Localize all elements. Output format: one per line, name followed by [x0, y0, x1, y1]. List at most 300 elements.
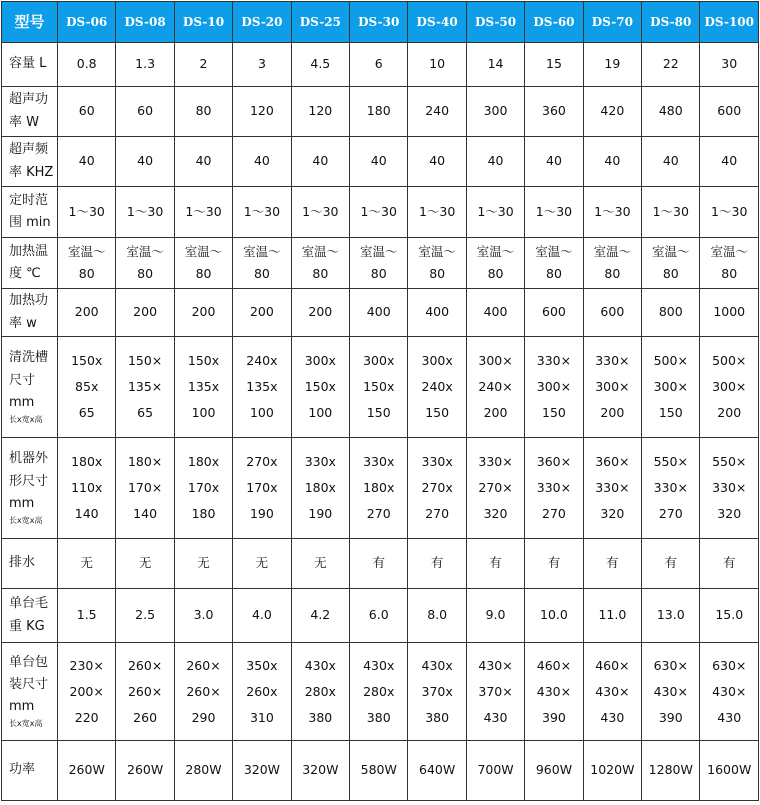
table-cell	[174, 187, 232, 238]
cell-value: 无	[197, 555, 210, 571]
cell-value: 170x	[246, 480, 278, 495]
cell-value: 6	[374, 56, 383, 72]
cell-value: 80	[312, 266, 329, 281]
cell-value: 有	[430, 555, 444, 571]
cell-value: 600	[717, 103, 742, 119]
cell-value: 300x	[363, 353, 395, 368]
cell-value: 80	[137, 266, 154, 281]
row-label	[2, 539, 58, 589]
row-label-line: mm	[9, 394, 35, 410]
table-row	[2, 438, 759, 539]
cell-value: 200×	[69, 683, 104, 699]
table-cell	[700, 137, 759, 187]
table-cell	[642, 187, 700, 238]
table-cell	[233, 238, 291, 289]
row-label	[2, 643, 58, 741]
table-cell	[700, 643, 759, 741]
cell-value: 10	[429, 56, 446, 72]
cell-value: 300×	[653, 379, 688, 394]
cell-value: 360×	[595, 454, 630, 469]
cell-value: 室温～	[418, 244, 456, 259]
table-cell	[408, 43, 466, 87]
cell-value: 150	[542, 405, 566, 420]
cell-value: 40	[78, 153, 95, 169]
table-cell	[466, 438, 524, 539]
cell-value: 40	[429, 153, 446, 169]
cell-value: 480	[658, 103, 683, 119]
cell-value: 有	[372, 555, 385, 571]
table-cell	[233, 137, 291, 187]
table-cell	[174, 741, 232, 801]
table-cell	[233, 87, 291, 137]
cell-value: 15.0	[715, 607, 744, 623]
table-cell	[116, 87, 174, 137]
cell-value: 10.0	[540, 607, 568, 623]
table-cell	[350, 643, 408, 741]
table-cell	[642, 539, 700, 589]
row-label	[2, 589, 58, 643]
table-cell	[58, 187, 116, 238]
cell-value: 320	[717, 506, 742, 521]
row-label	[2, 289, 58, 337]
cell-value: 430×	[712, 683, 747, 699]
table-cell	[700, 187, 759, 238]
cell-value: 6.0	[368, 607, 389, 623]
cell-value: 65	[78, 405, 95, 420]
table-cell	[116, 43, 174, 87]
cell-value: 300×	[595, 379, 630, 394]
table-cell	[466, 539, 524, 589]
cell-value: 390	[658, 709, 683, 725]
cell-value: 300x	[304, 353, 336, 368]
cell-value: 180×	[127, 454, 163, 469]
row-label-line: 超声功	[9, 92, 49, 108]
table-cell	[233, 741, 291, 801]
table-cell	[408, 337, 466, 438]
cell-value: 1.3	[135, 56, 156, 72]
cell-value: 1～30	[360, 203, 397, 219]
spec-table	[1, 1, 759, 801]
cell-value: 有	[489, 555, 502, 571]
cell-value: 290	[191, 709, 216, 725]
table-row	[2, 643, 759, 741]
table-cell	[233, 539, 291, 589]
cell-value: 390	[542, 709, 566, 725]
row-label-line: 超声频	[9, 142, 49, 158]
cell-value: 60	[78, 103, 95, 119]
table-cell	[583, 43, 641, 87]
cell-value: 110x	[71, 480, 103, 495]
cell-value: 80	[662, 266, 679, 281]
table-cell	[525, 137, 583, 187]
table-row	[2, 43, 759, 87]
cell-value: 1～30	[185, 203, 222, 219]
table-cell	[408, 741, 466, 801]
table-cell	[291, 87, 349, 137]
table-cell	[233, 438, 291, 539]
table-cell	[58, 43, 116, 87]
cell-value: 300	[483, 103, 508, 119]
table-cell	[642, 438, 700, 539]
cell-value: 13.0	[656, 607, 685, 623]
row-label	[2, 741, 58, 801]
cell-value: 40	[253, 153, 270, 169]
table-header	[2, 2, 759, 43]
cell-value: 180x	[187, 454, 220, 469]
row-label-dimension-note: 长x宽x高	[9, 719, 43, 729]
cell-value: 640W	[419, 762, 456, 778]
cell-value: 60	[137, 103, 154, 119]
cell-value: 1～30	[594, 203, 631, 219]
header-model-9: DS-70	[583, 2, 641, 43]
cell-value: 120	[308, 103, 333, 119]
table-cell	[525, 187, 583, 238]
row-label-dimension-note: 长x宽x高	[9, 515, 43, 525]
table-cell	[408, 539, 466, 589]
cell-value: 370x	[421, 683, 453, 699]
cell-value: 200	[74, 304, 99, 320]
table-cell	[583, 87, 641, 137]
cell-value: 630×	[653, 657, 688, 673]
table-cell	[408, 438, 466, 539]
cell-value: 有	[664, 555, 678, 571]
cell-value: 550×	[712, 454, 747, 469]
cell-value: 270	[658, 506, 683, 521]
cell-value: 180x	[304, 480, 336, 495]
cell-value: 700W	[477, 762, 514, 778]
table-cell	[408, 187, 466, 238]
table-cell	[116, 187, 174, 238]
row-label	[2, 43, 58, 87]
cell-value: 室温～	[535, 244, 573, 259]
cell-value: 150x	[187, 353, 220, 368]
cell-value: 500×	[653, 353, 688, 368]
cell-value: 260×	[186, 657, 221, 673]
table-cell	[583, 238, 641, 289]
table-cell	[408, 137, 466, 187]
table-cell	[350, 438, 408, 539]
table-cell	[174, 137, 232, 187]
cell-value: 430×	[595, 683, 630, 699]
table-cell	[174, 539, 232, 589]
cell-value: 1000	[713, 304, 746, 320]
table-cell	[700, 438, 759, 539]
table-cell	[291, 238, 349, 289]
table-cell	[700, 539, 759, 589]
cell-value: 室温～	[476, 244, 515, 259]
cell-value: 40	[546, 153, 562, 169]
row-label	[2, 337, 58, 438]
cell-value: 330×	[536, 353, 572, 368]
cell-value: 室温～	[593, 244, 632, 259]
cell-value: 200	[249, 304, 274, 320]
cell-value: 1～30	[68, 203, 105, 219]
table-cell	[58, 589, 116, 643]
table-cell	[350, 187, 408, 238]
table-cell	[291, 137, 349, 187]
table-cell	[174, 589, 232, 643]
cell-value: 1.5	[76, 607, 97, 623]
table-cell	[642, 589, 700, 643]
cell-value: 180	[366, 103, 391, 119]
cell-value: 430	[717, 709, 742, 725]
cell-value: 有	[722, 555, 736, 571]
cell-value: 1～30	[243, 203, 281, 219]
cell-value: 460×	[536, 657, 572, 673]
cell-value: 430	[483, 709, 508, 725]
row-label-line: 功率	[9, 762, 36, 778]
cell-value: 无	[80, 555, 93, 571]
cell-value: 80	[370, 266, 387, 281]
row-label-line: 率 KHZ	[9, 164, 54, 180]
table-body	[2, 43, 759, 801]
table-cell	[700, 289, 759, 337]
cell-value: 330×	[536, 480, 572, 495]
table-cell	[408, 87, 466, 137]
table-cell	[525, 741, 583, 801]
cell-value: 800	[658, 304, 683, 320]
cell-value: 80	[604, 266, 621, 281]
cell-value: 350x	[246, 657, 278, 673]
cell-value: 140	[74, 506, 99, 521]
table-cell	[466, 238, 524, 289]
cell-value: 200	[600, 405, 625, 420]
row-label-line: 单台毛	[9, 596, 49, 612]
cell-value: 400	[483, 304, 508, 320]
table-cell	[116, 741, 174, 801]
cell-value: 360	[542, 103, 566, 119]
cell-value: 1～30	[126, 203, 164, 219]
row-label-line: 装尺寸	[9, 677, 49, 693]
cell-value: 40	[137, 153, 154, 169]
cell-value: 300×	[536, 379, 572, 394]
cell-value: 80	[429, 266, 446, 281]
cell-value: 无	[255, 555, 269, 571]
table-cell	[233, 43, 291, 87]
cell-value: 430×	[536, 683, 572, 699]
table-cell	[466, 289, 524, 337]
cell-value: 11.0	[598, 607, 627, 623]
header-model-2: DS-10	[174, 2, 232, 43]
cell-value: 240x	[421, 379, 453, 394]
table-cell	[700, 238, 759, 289]
cell-value: 260×	[186, 683, 221, 699]
table-cell	[233, 289, 291, 337]
cell-value: 270	[366, 506, 391, 521]
cell-value: 1～30	[535, 203, 573, 219]
table-row	[2, 187, 759, 238]
table-cell	[583, 438, 641, 539]
cell-value: 15	[546, 56, 562, 72]
table-row	[2, 589, 759, 643]
cell-value: 室温～	[184, 244, 223, 259]
cell-value: 240	[425, 103, 450, 119]
table-cell	[642, 43, 700, 87]
cell-value: 320W	[243, 762, 281, 778]
cell-value: 室温～	[126, 244, 164, 259]
cell-value: 420	[600, 103, 625, 119]
table-cell	[642, 87, 700, 137]
table-cell	[350, 238, 408, 289]
cell-value: 150x	[304, 379, 336, 394]
cell-value: 270×	[478, 480, 513, 495]
cell-value: 80	[195, 103, 212, 119]
cell-value: 1280W	[648, 762, 693, 778]
table-cell	[466, 87, 524, 137]
cell-value: 580W	[360, 762, 397, 778]
row-label-line: 度 ℃	[9, 266, 41, 281]
cell-value: 550×	[653, 454, 688, 469]
table-cell	[466, 187, 524, 238]
table-cell	[291, 741, 349, 801]
table-cell	[408, 238, 466, 289]
table-cell	[350, 337, 408, 438]
row-label-line: 尺寸	[9, 372, 36, 388]
header-model-0: DS-06	[58, 2, 116, 43]
table-cell	[350, 43, 408, 87]
table-cell	[291, 539, 349, 589]
cell-value: 190	[249, 506, 274, 521]
row-label	[2, 438, 58, 539]
cell-value: 260x	[246, 683, 278, 699]
cell-value: 330×	[712, 480, 747, 495]
cell-value: 室温～	[67, 244, 106, 259]
table-cell	[350, 137, 408, 187]
row-label	[2, 238, 58, 289]
table-cell	[233, 337, 291, 438]
cell-value: 3	[257, 56, 266, 72]
cell-value: 280x	[304, 683, 336, 699]
cell-value: 240x	[246, 353, 278, 368]
cell-value: 室温～	[359, 244, 398, 259]
header-model-label: 型号	[2, 2, 58, 43]
header-model-4: DS-25	[291, 2, 349, 43]
table-cell	[174, 238, 232, 289]
cell-value: 1～30	[418, 203, 456, 219]
cell-value: 80	[487, 266, 504, 281]
cell-value: 1～30	[711, 203, 748, 219]
cell-value: 135×	[127, 379, 163, 394]
cell-value: 有	[547, 555, 561, 571]
cell-value: 180	[191, 506, 216, 521]
cell-value: 260×	[127, 683, 163, 699]
table-cell	[642, 289, 700, 337]
cell-value: 430×	[653, 683, 688, 699]
row-label-line: mm	[9, 699, 35, 715]
row-label	[2, 87, 58, 137]
cell-value: 150x	[363, 379, 395, 394]
cell-value: 150	[425, 405, 450, 420]
cell-value: 320W	[302, 762, 339, 778]
table-cell	[525, 289, 583, 337]
cell-value: 135x	[246, 379, 278, 394]
cell-value: 600	[542, 304, 566, 320]
row-label	[2, 187, 58, 238]
cell-value: 80	[195, 266, 212, 281]
cell-value: 330x	[363, 454, 395, 469]
table-row	[2, 238, 759, 289]
cell-value: 230×	[69, 657, 104, 673]
table-cell	[116, 238, 174, 289]
table-cell	[116, 539, 174, 589]
cell-value: 100	[249, 405, 274, 420]
cell-value: 19	[604, 56, 621, 72]
table-cell	[466, 589, 524, 643]
cell-value: 2	[199, 56, 208, 72]
table-cell	[291, 337, 349, 438]
table-cell	[583, 187, 641, 238]
table-cell	[642, 137, 700, 187]
cell-value: 330x	[304, 454, 336, 469]
table-cell	[58, 289, 116, 337]
table-row	[2, 539, 759, 589]
table-cell	[233, 643, 291, 741]
cell-value: 240×	[478, 379, 513, 394]
table-cell	[525, 238, 583, 289]
table-row	[2, 289, 759, 337]
cell-value: 260	[133, 709, 158, 725]
cell-value: 8.0	[427, 607, 448, 623]
table-cell	[700, 589, 759, 643]
cell-value: 室温～	[243, 244, 281, 259]
cell-value: 有	[606, 555, 619, 571]
header-model-8: DS-60	[525, 2, 583, 43]
table-cell	[58, 741, 116, 801]
cell-value: 4.0	[251, 607, 272, 623]
cell-value: 180x	[71, 454, 103, 469]
row-label-dimension-note: 长x宽x高	[9, 414, 43, 424]
header-model-11: DS-100	[700, 2, 759, 43]
table-cell	[116, 337, 174, 438]
table-cell	[642, 741, 700, 801]
cell-value: 9.0	[485, 607, 506, 623]
row-label-line: 清洗槽	[9, 350, 49, 366]
cell-value: 370×	[478, 683, 513, 699]
cell-value: 80	[546, 266, 562, 281]
table-cell	[116, 589, 174, 643]
cell-value: 320	[600, 506, 625, 521]
table-cell	[525, 539, 583, 589]
cell-value: 室温～	[301, 244, 340, 259]
cell-value: 430x	[304, 657, 336, 673]
table-row	[2, 87, 759, 137]
cell-value: 430	[600, 709, 625, 725]
table-cell	[233, 187, 291, 238]
cell-value: 310	[249, 709, 274, 725]
table-cell	[525, 43, 583, 87]
cell-value: 200	[133, 304, 158, 320]
row-label-line: 定时范	[9, 192, 49, 208]
cell-value: 无	[314, 555, 327, 571]
table-cell	[583, 643, 641, 741]
cell-value: 200	[308, 304, 333, 320]
table-cell	[350, 741, 408, 801]
table-row	[2, 337, 759, 438]
cell-value: 330×	[653, 480, 688, 495]
table-cell	[700, 337, 759, 438]
table-cell	[233, 589, 291, 643]
table-cell	[700, 87, 759, 137]
cell-value: 220	[74, 709, 99, 725]
cell-value: 260×	[127, 657, 163, 673]
table-cell	[291, 438, 349, 539]
cell-value: 330×	[595, 353, 630, 368]
cell-value: 65	[137, 405, 154, 420]
cell-value: 270	[542, 506, 566, 521]
table-cell	[642, 337, 700, 438]
row-label-line: mm	[9, 495, 35, 511]
table-row	[2, 137, 759, 187]
